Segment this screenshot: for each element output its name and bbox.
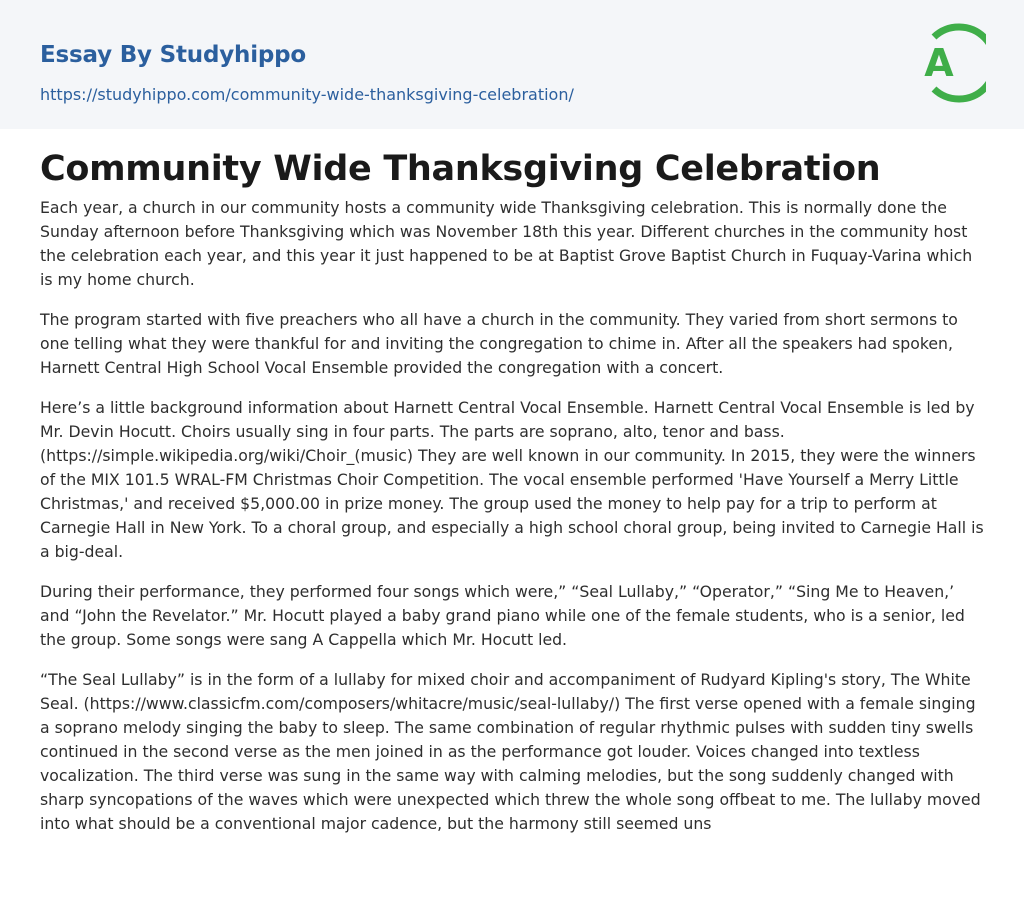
logo-letter: A (924, 41, 954, 85)
article-paragraph: Here’s a little background information about Harnett Central Vocal Ensemble. Harnett Central Vocal Ensemble is led by Mr. Devin Hocutt. Choirs usually sing in four parts. The parts are soprano, alto, tenor and bass. (https://simple.wikipedia.org/wiki/Choir_(music) They are well known in our community. In 2015, they were the winners of the MIX 101.5 WRAL-FM Christmas Choir Competition. The vocal ensemble performed 'Have Yourself a Merry Little Christmas,' and received $5,000.00 in prize money. The group used the money to help pay for a trip to perform at Carnegie Hall in New York. To a choral group, and especially a high school choral group, being invited to Carnegie Hall is a big-deal. (40, 398, 984, 561)
studyhippo-logo[interactable] (912, 19, 986, 105)
page-title: Community Wide Thanksgiving Celebration (40, 149, 881, 189)
essay-url-link[interactable]: https://studyhippo.com/community-wide-thanksgiving-celebration/ (40, 85, 574, 104)
article-paragraph: The program started with five preachers who all have a church in the community. They varied from short sermons to one telling what they were thankful for and inviting the congregation to chime in. After all the speakers had spoken, Harnett Central High School Vocal Ensemble provided the congregation with a concert. (40, 310, 958, 377)
article-paragraph: Each year, a church in our community hosts a community wide Thanksgiving celebration. This is normally done the Sunday afternoon before Thanksgiving which was November 18th this year. Different churches in the community host the celebration each year, and this year it just happened to be at Baptist Grove Baptist Church in Fuquay-Varina which is my home church. (40, 198, 973, 289)
logo-a-icon (912, 19, 986, 105)
article-paragraph: “The Seal Lullaby” is in the form of a lullaby for mixed choir and accompaniment of Rudyard Kipling's story, The White Seal. (https://www.classicfm.com/composers/whitacre/music/seal-lullaby/) The first verse opened with a female singing a soprano melody singing the baby to sleep. The same combination of regular rhythmic pulses with sudden tiny swells continued in the second verse as the men joined in as the performance got louder. Voices changed into textless vocalization. The third verse was sung in the same way with calming melodies, but the song suddenly changed with sharp syncopations of the waves which were unexpected which threw the whole song offbeat to me. The lullaby moved into what should be a conventional major cadence, but the harmony still seemed uns (40, 670, 981, 833)
site-title[interactable]: Essay By Studyhippo (40, 42, 307, 68)
site-header (0, 0, 1024, 129)
article (0, 129, 1024, 836)
article-paragraph: During their performance, they performed four songs which were,” “Seal Lullaby,” “Operator,” “Sing Me to Heaven,’ and “John the Revelator.” Mr. Hocutt played a baby grand piano while one of the female students, who is a senior, led the group. Some songs were sang A Cappella which Mr. Hocutt led. (40, 582, 965, 649)
